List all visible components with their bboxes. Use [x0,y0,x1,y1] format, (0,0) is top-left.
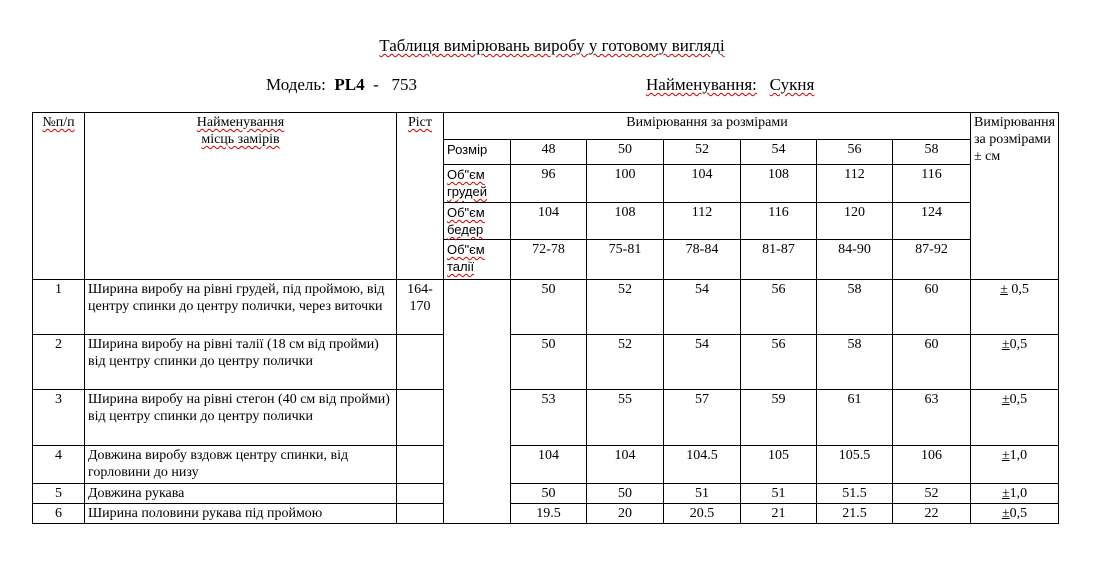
table-row [33,390,1059,446]
header-row [33,113,1059,140]
naming-line [646,75,814,95]
table-row [33,446,1059,484]
row-value: 104.5 [664,446,741,484]
waist-value: 87-92 [893,240,971,280]
waist-value: 72-78 [511,240,587,280]
header-sizes-group: Вимірювання за розмірами [444,113,971,140]
waist-row-label: Об"єм талії [444,240,511,280]
row-value: 58 [817,335,893,390]
hips-value: 120 [817,203,893,240]
row-value: 63 [893,390,971,446]
table-row [33,335,1059,390]
header-height: Ріст [397,113,444,280]
model-number: 753 [391,75,418,94]
empty-label-column [444,280,511,524]
table-row [33,504,1059,524]
measurements-table [32,112,1059,524]
chest-value: 96 [511,165,587,203]
row-name: Ширина виробу на рівні стегон (40 см від пройми) від центру спинки до центру полички [85,390,397,446]
size-value: 58 [893,140,971,165]
row-value: 60 [893,335,971,390]
row-value: 19.5 [511,504,587,524]
hips-value: 108 [587,203,664,240]
row-value: 58 [817,280,893,335]
row-name: Ширина виробу на рівні талії (18 см від пройми) від центру спинки до центру полички [85,335,397,390]
row-height: 164-170 [397,280,444,335]
row-value: 54 [664,280,741,335]
row-value: 55 [587,390,664,446]
header-tolerance: Вимірювання за розмірами ± см [971,113,1059,280]
row-value: 60 [893,280,971,335]
hips-value: 124 [893,203,971,240]
row-value: 56 [741,280,817,335]
row-value: 54 [664,335,741,390]
waist-value: 84-90 [817,240,893,280]
row-value: 20 [587,504,664,524]
row-tolerance: ±1,0 [971,446,1059,484]
header-num: №п/п [33,113,85,280]
hips-row-label: Об"єм бедер [444,203,511,240]
row-value: 61 [817,390,893,446]
row-tolerance: ±0,5 [971,390,1059,446]
row-value: 50 [511,335,587,390]
row-height-empty [397,335,444,390]
row-num: 1 [33,280,85,335]
chest-value: 112 [817,165,893,203]
row-value: 51 [741,484,817,504]
row-value: 106 [893,446,971,484]
naming-label: Найменування: [646,75,757,94]
row-value: 50 [587,484,664,504]
chest-value: 116 [893,165,971,203]
document-title-text: Таблиця вимірювань виробу у готовому вигляді [379,36,725,55]
row-name: Довжина рукава [85,484,397,504]
row-value: 59 [741,390,817,446]
hips-value: 116 [741,203,817,240]
model-line [266,75,417,95]
chest-value: 100 [587,165,664,203]
size-value: 48 [511,140,587,165]
row-height-empty [397,484,444,504]
waist-value: 81-87 [741,240,817,280]
row-name: Довжина виробу вздовж центру спинки, від горловини до низу [85,446,397,484]
row-value: 51 [664,484,741,504]
size-value: 54 [741,140,817,165]
row-num: 5 [33,484,85,504]
row-value: 52 [893,484,971,504]
row-tolerance: ± 0,5 [971,280,1059,335]
row-name: Ширина виробу на рівні грудей, під проймою, від центру спинки до центру полички, через виточки [85,280,397,335]
row-tolerance: ±0,5 [971,504,1059,524]
row-value: 53 [511,390,587,446]
table-row [33,280,1059,335]
row-value: 57 [664,390,741,446]
model-label: Модель: [266,75,326,94]
row-num: 3 [33,390,85,446]
row-value: 104 [587,446,664,484]
row-value: 104 [511,446,587,484]
chest-row-label: Об"єм грудей [444,165,511,203]
waist-value: 75-81 [587,240,664,280]
chest-value: 108 [741,165,817,203]
table-row [33,484,1059,504]
row-height-empty [397,504,444,524]
row-value: 50 [511,280,587,335]
row-value: 20.5 [664,504,741,524]
row-height-empty [397,446,444,484]
size-value: 56 [817,140,893,165]
size-value: 52 [664,140,741,165]
chest-value: 104 [664,165,741,203]
row-value: 21 [741,504,817,524]
row-value: 52 [587,280,664,335]
hips-value: 104 [511,203,587,240]
model-code: PL4 [334,75,365,94]
hips-value: 112 [664,203,741,240]
row-num: 6 [33,504,85,524]
size-value: 50 [587,140,664,165]
row-value: 105.5 [817,446,893,484]
row-height-empty [397,390,444,446]
model-separator: - [373,75,379,94]
row-value: 51.5 [817,484,893,504]
row-tolerance: ±1,0 [971,484,1059,504]
row-value: 21.5 [817,504,893,524]
document-title [0,36,1104,56]
row-value: 22 [893,504,971,524]
header-name: Найменування місць замірів [85,113,397,280]
row-tolerance: ±0,5 [971,335,1059,390]
row-num: 2 [33,335,85,390]
row-value: 56 [741,335,817,390]
size-row-label: Розмір [444,140,511,165]
waist-value: 78-84 [664,240,741,280]
row-value: 105 [741,446,817,484]
row-name: Ширина половини рукава під проймою [85,504,397,524]
naming-value: Сукня [769,75,815,94]
row-value: 50 [511,484,587,504]
row-num: 4 [33,446,85,484]
row-value: 52 [587,335,664,390]
